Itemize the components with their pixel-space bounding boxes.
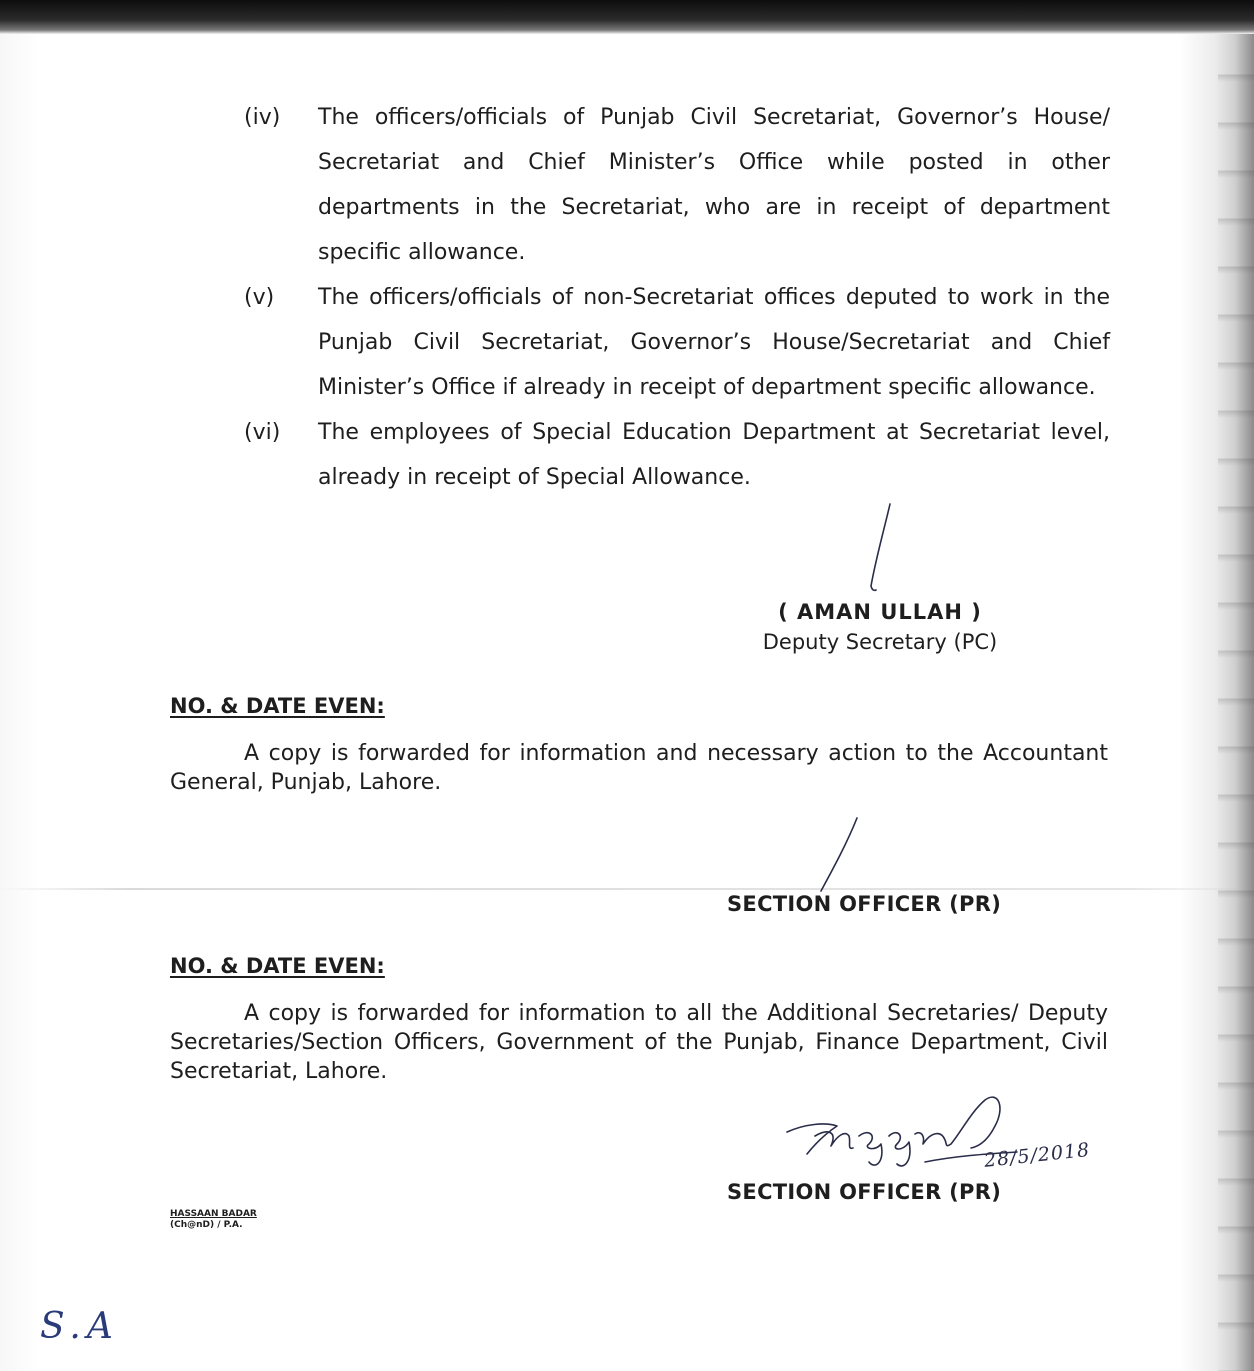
item-text: The officers/officials of Punjab Civil Secretariat, Governor’s House/ Secretariat and Chief Minister’s Office while posted in other departments in the Secretariat, who are in receipt of department specific allowance. [318, 105, 1110, 265]
item-number: (v) [244, 285, 275, 310]
handwritten-note: S.A [40, 1306, 119, 1347]
endorsement-heading: NO. & DATE EVEN: [170, 694, 385, 718]
item-number: (vi) [244, 420, 281, 445]
scan-right-edge [1218, 34, 1254, 1371]
endorsement-heading: NO. & DATE EVEN: [170, 954, 385, 978]
typist-name: HASSAAN BADAR [170, 1209, 257, 1219]
signatory-name: ( AMAN ULLAH ) [778, 600, 982, 624]
section-officer-title: SECTION OFFICER (PR) [727, 892, 1002, 916]
item-number: (iv) [244, 105, 281, 130]
endorsement-text: A copy is forwarded for information to all the Additional Secretaries/ Deputy Secretaries/Section Officers, Government of the Punjab, Finance Department, Civil Secretariat, Lahore. [170, 1001, 1108, 1084]
signature-mark [812, 815, 862, 895]
item-text: The officers/officials of non-Secretariat offices deputed to work in the Punjab Civil Secretariat, Governor’s House/Secretariat and Chief Minister’s Office if already in receipt of department specific allowance. [318, 285, 1110, 400]
scan-top-edge [0, 0, 1254, 34]
item-text: The employees of Special Education Department at Secretariat level, already in receipt of Special Allowance. [318, 420, 1110, 490]
section-officer-title: SECTION OFFICER (PR) [727, 1180, 1002, 1204]
endorsement-text: A copy is forwarded for information and necessary action to the Accountant General, Punjab, Lahore. [170, 741, 1108, 795]
paper-fold-line [0, 888, 1254, 890]
typist-reference [170, 1209, 257, 1231]
typist-code: (Ch@nD) / P.A. [170, 1220, 243, 1230]
handwritten-date: 28/5/2018 [983, 1138, 1092, 1172]
signature-mark [860, 500, 900, 595]
signatory-title: Deputy Secretary (PC) [762, 630, 998, 654]
